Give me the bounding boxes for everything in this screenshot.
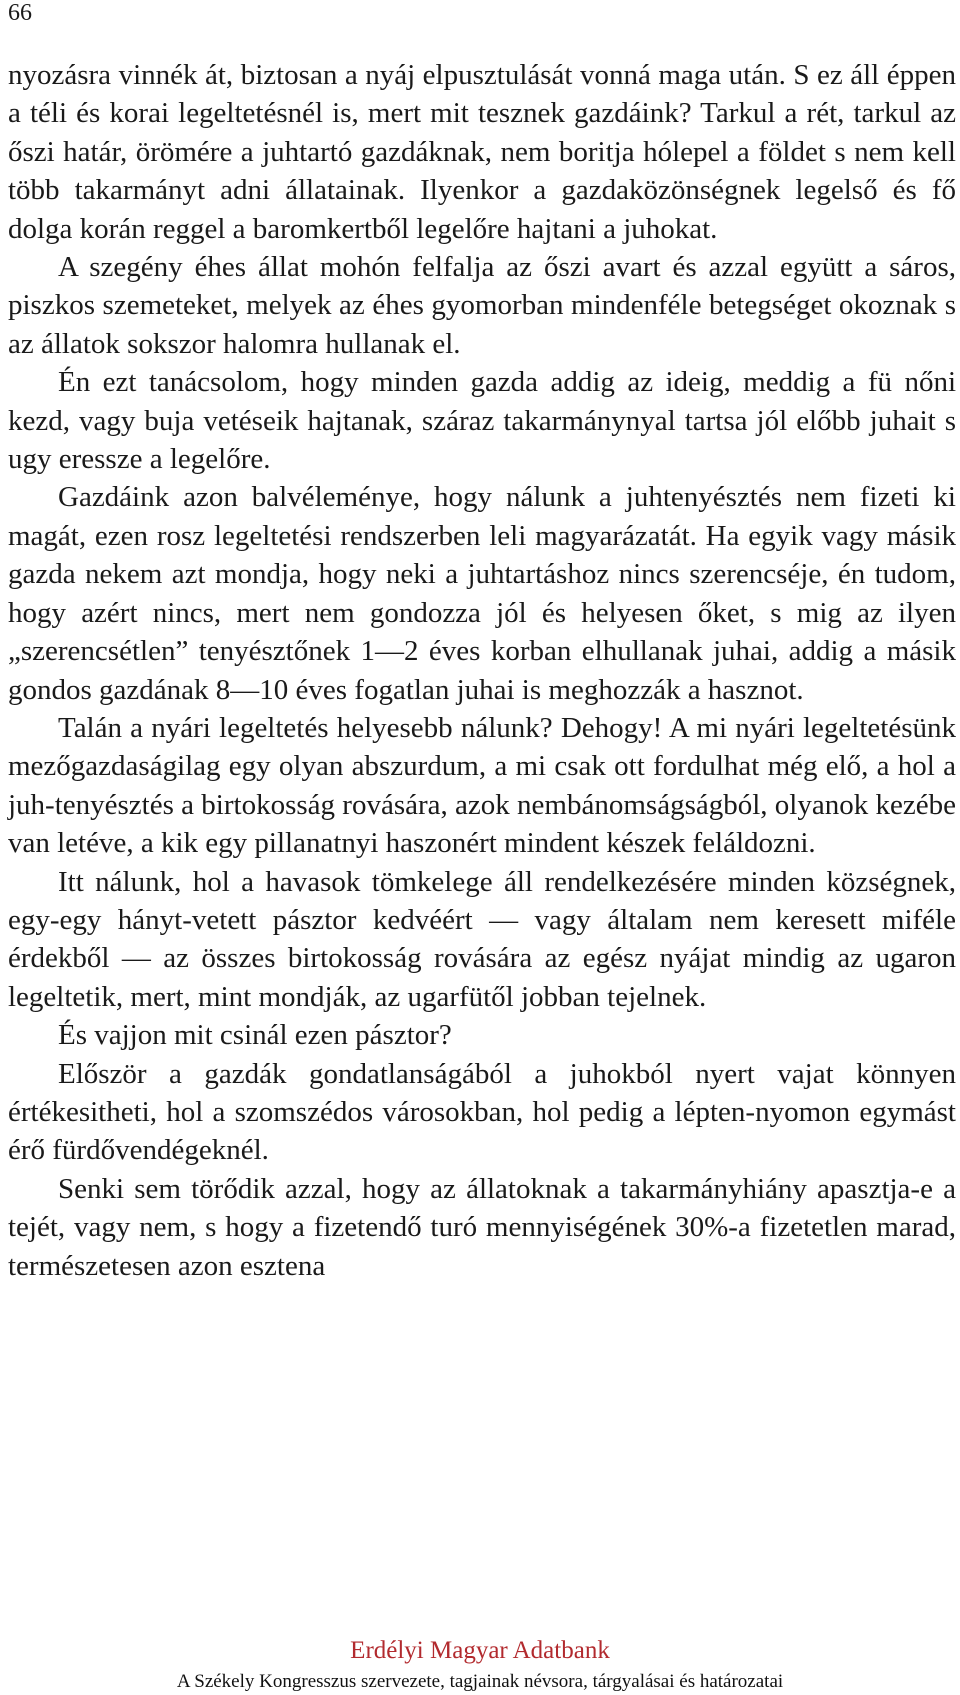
paragraph: Gazdáink azon balvéleménye, hogy nálunk a juhtenyésztés nem fizeti ki magát, ezen rosz legeltetési rendszerben leli magyarázatát. Ha egyik vagy másik gazda nekem azt mondja, hogy neki a juhtartáshoz nincs szerencséje, én tudom, hogy azért nincs, mert nem gondozza jól és helyesen őket, s mig az ilyen „szerencsétlen” tenyésztőnek 1—2 éves korban elhullanak juhai, addig a másik gondos gazdának 8—10 éves fogatlan juhai is meghozzák a hasznot. [8,481,956,706]
paragraph: Én ezt tanácsolom, hogy minden gazda addig az ideig, meddig a fü nőni kezd, vagy buja vetéseik hajtanak, száraz takarmánynyal tartsa jól előbb juhait s ugy eressze a legelőre. [8,366,956,476]
paragraph: Talán a nyári legeltetés helyesebb nálunk? Dehogy! A mi nyári legeltetésünk mezőgazdaságilag egy olyan abszurdum, a mi csak ott fordulhat még elő, a hol a juh-tenyésztés a birtokosság rovására, azok nembánomságságból, olyanok kezébe van letéve, a kik egy pillanatnyi haszonért mindent készek feláldozni. [8,711,956,860]
paragraph: nyozásra vinnék át, biztosan a nyáj elpusztulását vonná maga után. S ez áll éppen a téli és korai legeltetésnél is, mert mit tesznek gazdáink? Tarkul a rét, tarkul az őszi határ, örömére a juhtartó gazdáknak, nem boritja hólepel a földet s nem kell több takarmányt adni állatainak. Ilyenkor a gazdaközönségnek legelső és fő dolga korán reggel a baromkertből legelőre hajtani a juhokat. [8,59,956,245]
paragraph: A szegény éhes állat mohón felfalja az őszi avart és azzal együtt a sáros, piszkos szemeteket, melyek az éhes gyomorban mindenféle betegséget okoznak s az állatok sokszor halomra hullanak el. [8,251,956,360]
paragraph: Először a gazdák gondatlanságából a juhokból nyert vajat könnyen értékesitheti, hol a szomszédos városokban, hol pedig a lépten-nyomon egymást érő fürdővendégeknél. [8,1057,956,1167]
paragraph: Itt nálunk, hol a havasok tömkelege áll rendelkezésére minden községnek, egy-egy hányt-vetett pásztor kedvéért — vagy általam nem keresett miféle érdekből — az összes birtokosság rovására az egész nyájat mindig az ugaron legeltetik, mert, mint mondják, az ugarfütől jobban tejelnek. [8,865,956,1013]
body-text [8,56,956,1285]
paragraph: Senki sem törődik azzal, hogy az állatoknak a takarmányhiány apasztja-e a tejét, vagy nem, s hogy a fizetendő turó mennyiségének 30%-a fizetetlen marad, természetesen azon esztena [8,1172,956,1282]
paragraph: És vajjon mit csinál ezen pásztor? [58,1019,452,1052]
footer-site-name: Erdélyi Magyar Adatbank [350,1637,610,1664]
page-number: 66 [8,0,32,26]
footer-document-title: A Székely Kongresszus szervezete, tagjainak névsora, tárgyalásai és határozatai [176,1671,784,1692]
